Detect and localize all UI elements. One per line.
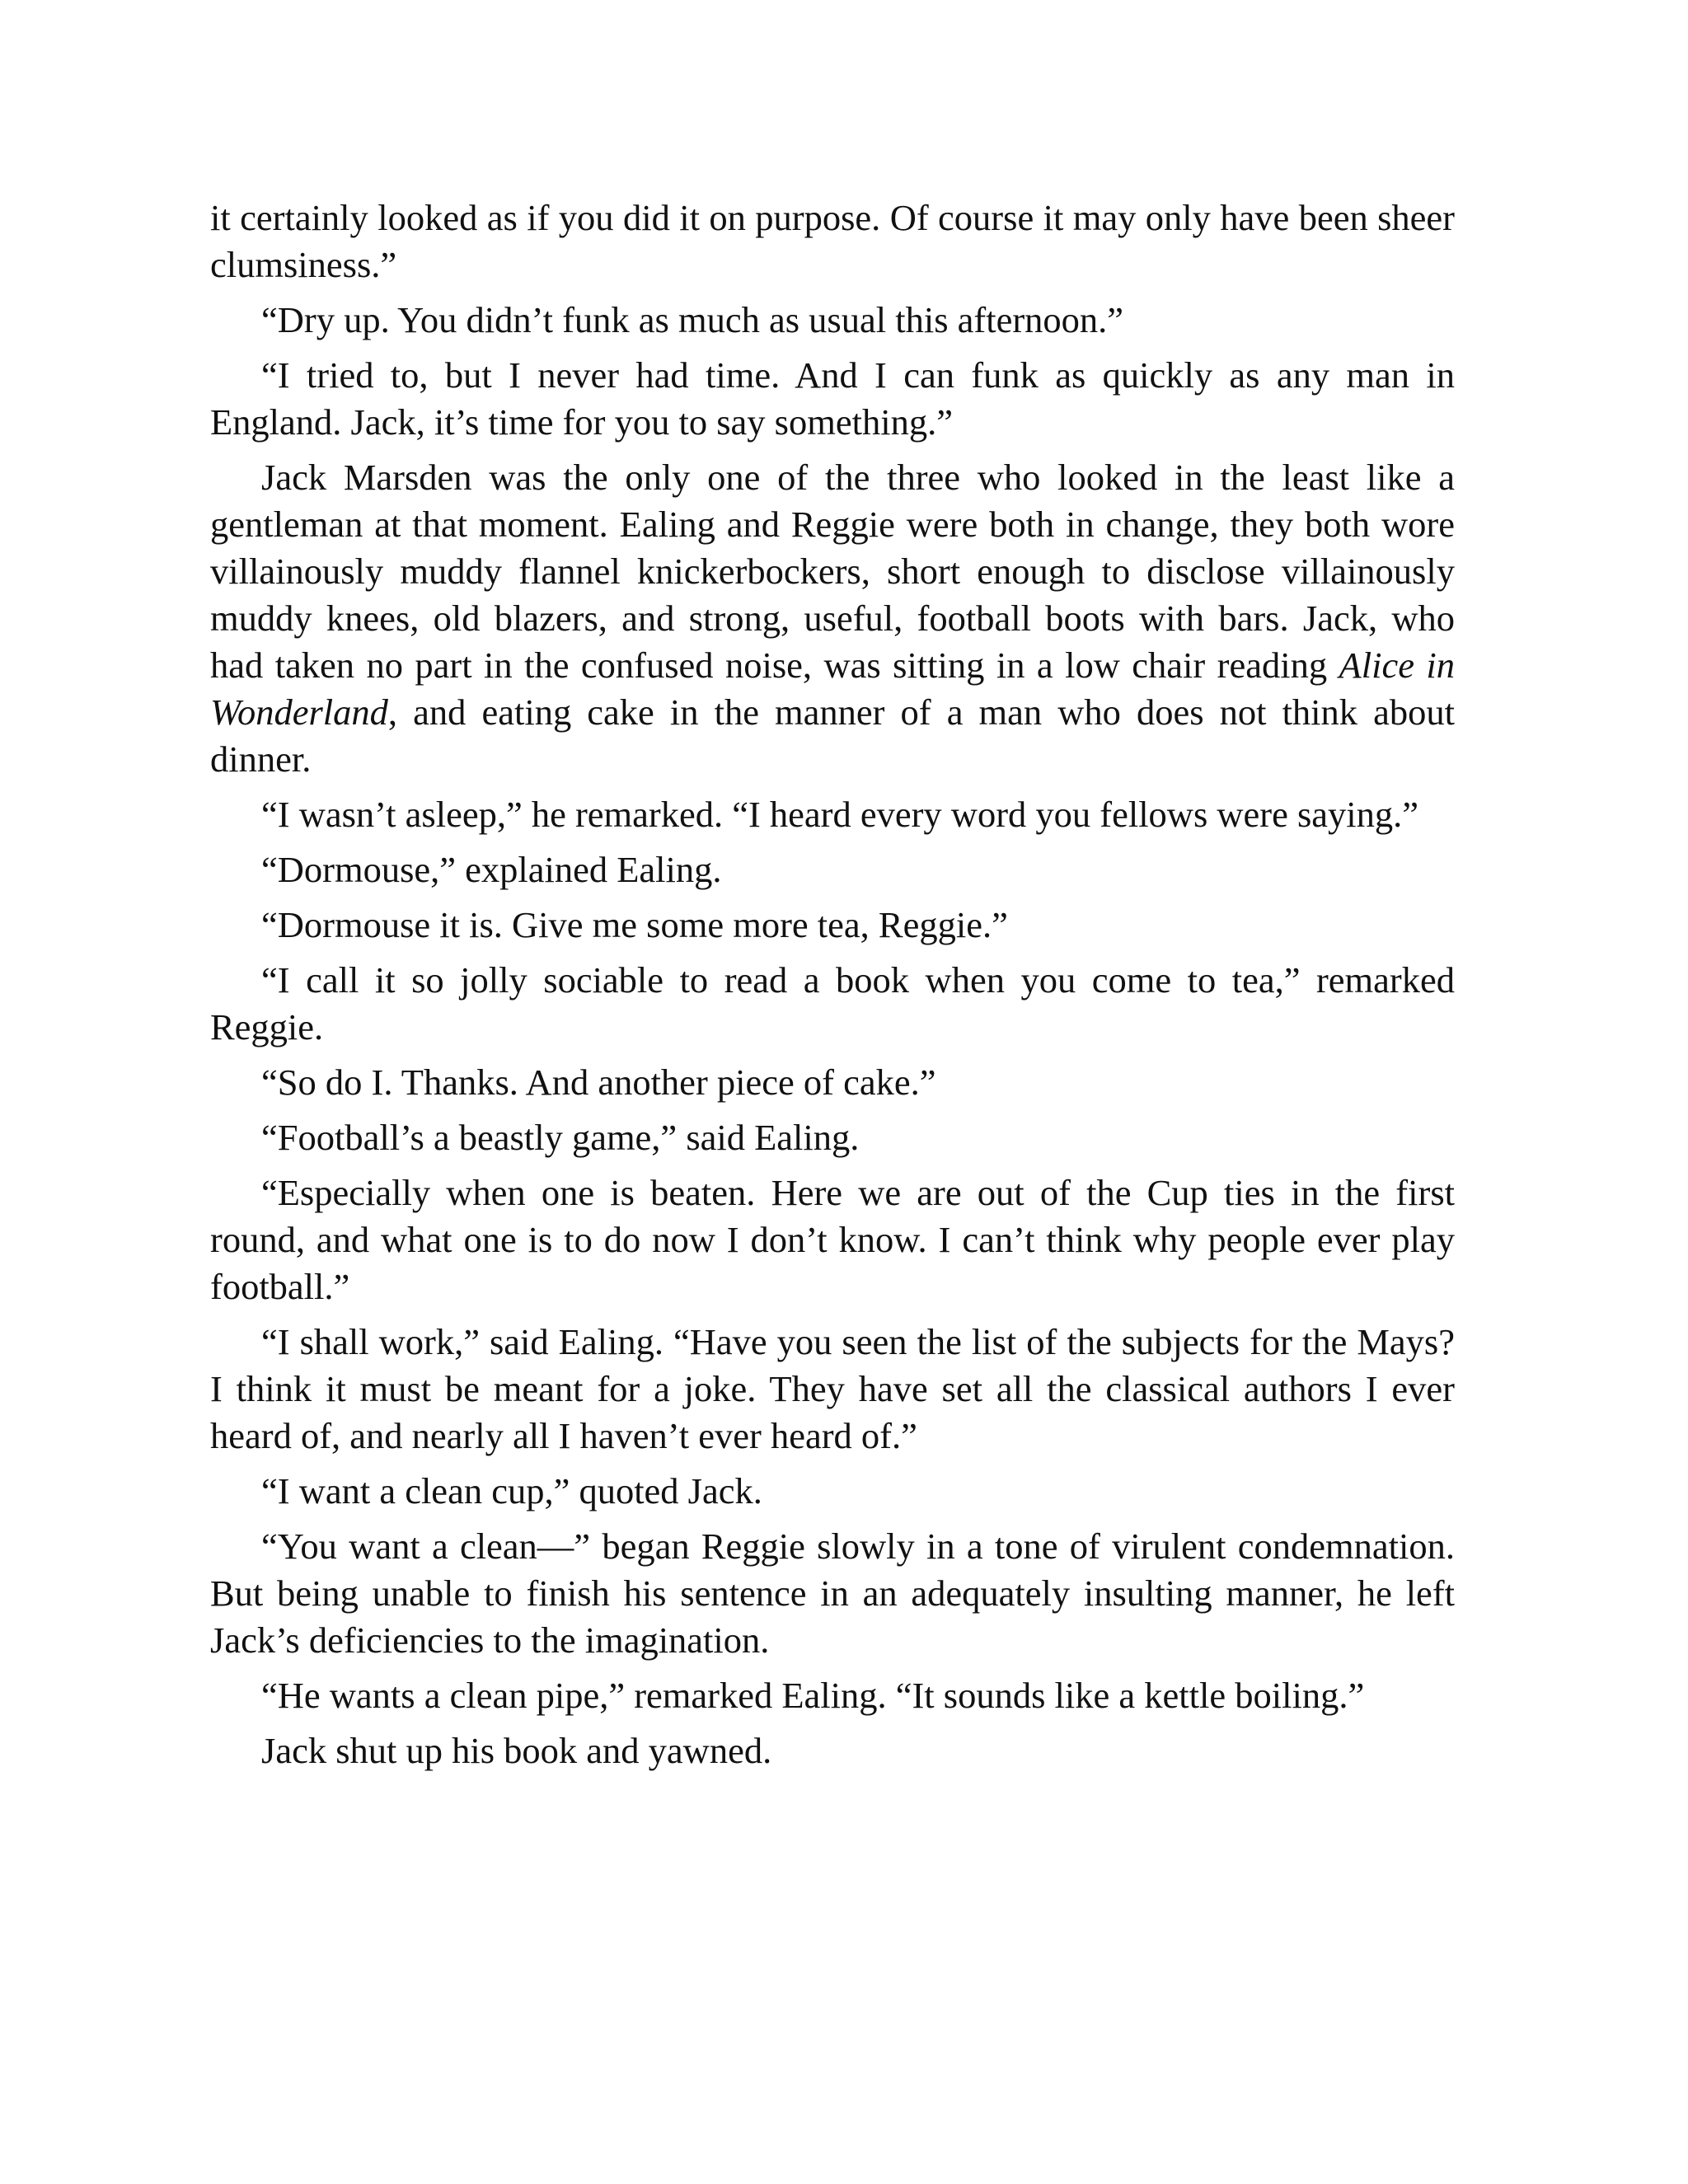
document-page	[210, 194, 1455, 1783]
paragraph	[210, 1319, 1455, 1460]
paragraph-text: “I want a clean cup,” quoted Jack.	[261, 1470, 762, 1511]
paragraph-text: “Football’s a beastly game,” said Ealing.	[261, 1117, 860, 1158]
paragraph	[210, 846, 1455, 893]
paragraph-text: “I shall work,” said Ealing. “Have you seen the list of the subjects for the Mays? I think it must be meant for a joke. They have set all the classical authors I ever heard of, and nearly all I haven’t ever heard of.”	[210, 1321, 1455, 1456]
paragraph-text: “Especially when one is beaten. Here we are out of the Cup ties in the first round, and what one is to do now I don’t know. I can’t think why people ever play football.”	[210, 1172, 1455, 1307]
paragraph	[210, 957, 1455, 1051]
paragraph-text: , and eating cake in the manner of a man who does not think about dinner.	[210, 691, 1455, 780]
paragraph	[210, 297, 1455, 344]
paragraph	[210, 1114, 1455, 1161]
paragraph-text: “Dormouse it is. Give me some more tea, Reggie.”	[261, 904, 1008, 945]
paragraph-text: “You want a clean—” began Reggie slowly in a tone of virulent condemnation. But being unable to finish his sentence in an adequately insulting manner, he left Jack’s deficiencies to the imagination.	[210, 1526, 1455, 1661]
paragraph	[210, 194, 1455, 288]
paragraph	[210, 454, 1455, 783]
paragraph-text: “I call it so jolly sociable to read a book when you come to tea,” remarked Reggie.	[210, 959, 1455, 1047]
paragraph-text: Jack shut up his book and yawned.	[261, 1730, 772, 1771]
paragraph	[210, 1059, 1455, 1106]
paragraph-text: “He wants a clean pipe,” remarked Ealing. “It sounds like a kettle boiling.”	[261, 1675, 1365, 1716]
paragraph	[210, 902, 1455, 949]
paragraph-text: Jack Marsden was the only one of the three who looked in the least like a gentleman at that moment. Ealing and Reggie were both in change, they both wore villainously muddy flannel knickerbockers, short enough to disclose villainously muddy knees, old blazers, and strong, useful, football boots with bars. Jack, who had taken no part in the confused noise, was sitting in a low chair reading	[210, 457, 1455, 686]
paragraph	[210, 1672, 1455, 1719]
paragraph-text: it certainly looked as if you did it on purpose. Of course it may only have been sheer clumsiness.”	[210, 197, 1455, 285]
italic-title-text: Alice in Wonderland	[210, 644, 1455, 733]
paragraph	[210, 1727, 1455, 1774]
paragraph	[210, 1169, 1455, 1310]
paragraph	[210, 1523, 1455, 1664]
paragraph	[210, 352, 1455, 446]
paragraph-text: “I wasn’t asleep,” he remarked. “I heard every word you fellows were saying.”	[261, 794, 1419, 835]
body-text	[210, 194, 1455, 1774]
paragraph-text: “Dry up. You didn’t funk as much as usual this afternoon.”	[261, 299, 1124, 340]
paragraph-text: “So do I. Thanks. And another piece of cake.”	[261, 1062, 936, 1103]
paragraph-text: “I tried to, but I never had time. And I can funk as quickly as any man in England. Jack, it’s time for you to say something.”	[210, 354, 1455, 443]
paragraph	[210, 791, 1455, 838]
paragraph-text: “Dormouse,” explained Ealing.	[261, 849, 722, 890]
paragraph	[210, 1468, 1455, 1515]
